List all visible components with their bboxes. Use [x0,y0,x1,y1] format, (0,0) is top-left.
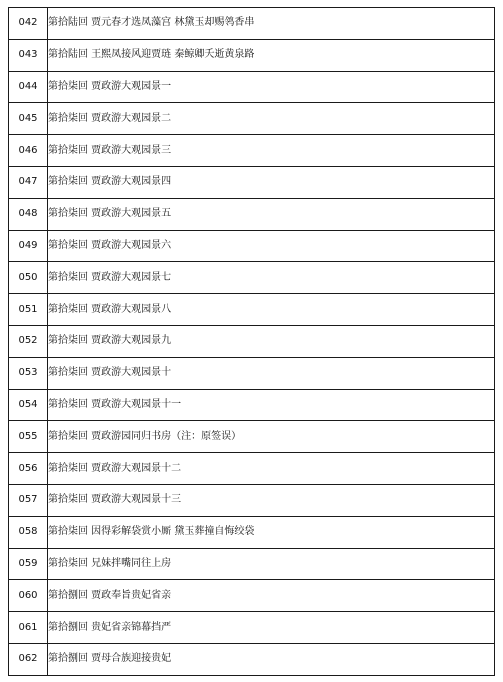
chapter-number: 060 [9,580,48,612]
chapter-title: 第拾柒回 贾政游大观园景八 [48,294,495,326]
chapter-table [8,7,495,676]
table-row [9,230,495,262]
chapter-number: 043 [9,39,48,71]
chapter-number: 061 [9,612,48,644]
chapter-title: 第拾柒回 因得彩解袋赏小厮 黛玉葬撞自悔绞袋 [48,516,495,548]
table-row [9,198,495,230]
table-row [9,262,495,294]
table-row [9,166,495,198]
chapter-title: 第拾柒回 贾政游大观园景四 [48,166,495,198]
table-row [9,612,495,644]
table-row [9,325,495,357]
chapter-number: 055 [9,421,48,453]
chapter-title: 第拾捌回 贾母合族迎接贵妃 [48,643,495,675]
table-row [9,103,495,135]
chapter-title: 第拾柒回 贾政游大观园景一 [48,71,495,103]
table-row [9,71,495,103]
table-row [9,643,495,675]
chapter-number: 059 [9,548,48,580]
chapter-title: 第拾柒回 贾政游大观园景五 [48,198,495,230]
chapter-title: 第拾捌回 贾政奉旨贵妃省亲 [48,580,495,612]
chapter-number: 044 [9,71,48,103]
chapter-number: 058 [9,516,48,548]
table-row [9,580,495,612]
chapter-number: 048 [9,198,48,230]
chapter-title: 第拾柒回 贾政游大观园景七 [48,262,495,294]
chapter-title: 第拾柒回 贾政游大观园景六 [48,230,495,262]
chapter-number: 056 [9,453,48,485]
table-row [9,294,495,326]
chapter-title: 第拾柒回 贾政游大观园景十一 [48,389,495,421]
table-row [9,516,495,548]
chapter-title: 第拾柒回 贾政游大观园景十二 [48,453,495,485]
chapter-title: 第拾陆回 王熙凤接风迎贾琏 秦鲸卿夭逝黄泉路 [48,39,495,71]
chapter-title: 第拾柒回 贾政游大观园景三 [48,135,495,167]
chapter-number: 049 [9,230,48,262]
chapter-number: 053 [9,357,48,389]
chapter-title: 第拾柒回 贾政游大观园景九 [48,325,495,357]
chapter-title: 第拾柒回 贾政游大观园景二 [48,103,495,135]
chapter-number: 046 [9,135,48,167]
chapter-title: 第拾捌回 贵妃省亲锦幕挡严 [48,612,495,644]
chapter-number: 047 [9,166,48,198]
chapter-number: 062 [9,643,48,675]
chapter-number: 051 [9,294,48,326]
table-row [9,421,495,453]
table-row [9,548,495,580]
table-row [9,135,495,167]
table-row [9,389,495,421]
chapter-number: 050 [9,262,48,294]
table-row [9,8,495,40]
chapter-title: 第拾柒回 贾政游大观园景十三 [48,484,495,516]
chapter-number: 057 [9,484,48,516]
chapter-number: 054 [9,389,48,421]
table-row [9,39,495,71]
table-row [9,453,495,485]
chapter-title: 第拾柒回 兄妹拌嘴同往上房 [48,548,495,580]
chapter-title: 第拾陆回 贾元春才选凤藻宫 林黛玉却赐鸰香串 [48,8,495,40]
chapter-title: 第拾柒回 贾政游园同归书房（注：原签误） [48,421,495,453]
chapter-title: 第拾柒回 贾政游大观园景十 [48,357,495,389]
chapter-number: 052 [9,325,48,357]
table-row [9,484,495,516]
chapter-number: 042 [9,8,48,40]
table-row [9,357,495,389]
chapter-table-body [9,8,495,676]
chapter-number: 045 [9,103,48,135]
